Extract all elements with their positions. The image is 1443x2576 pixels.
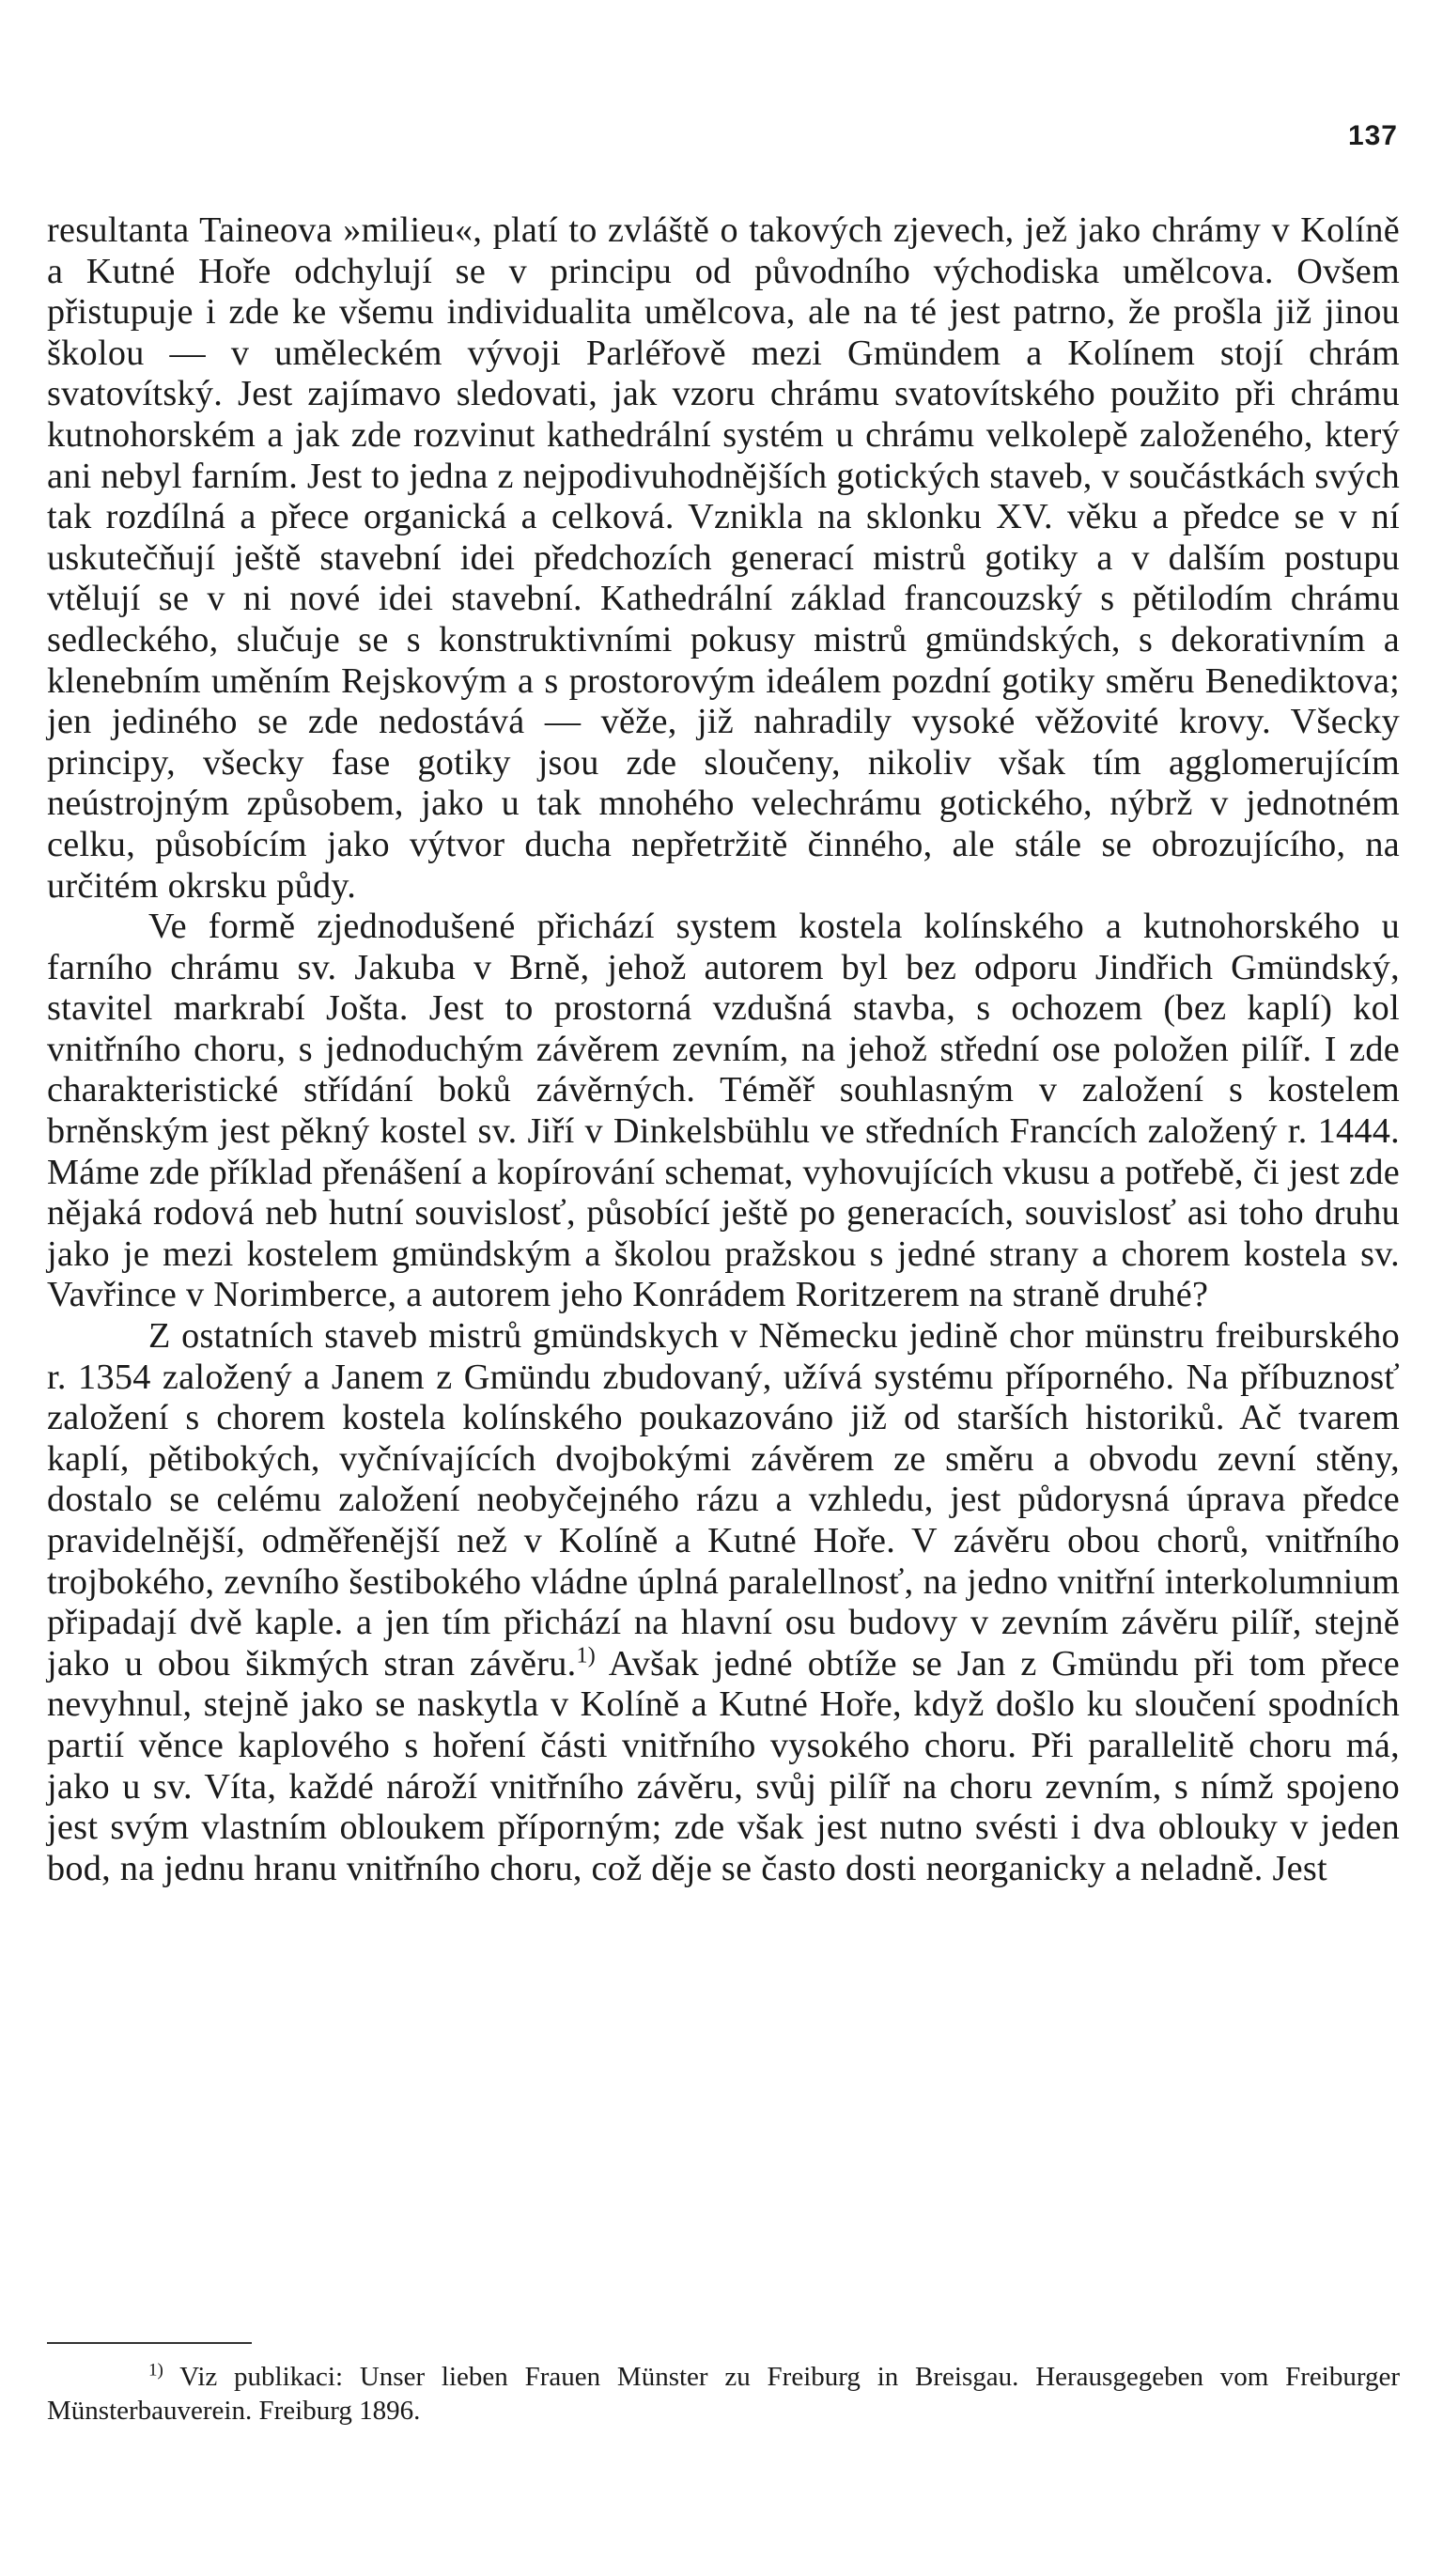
footnote-mark: 1)	[148, 2360, 163, 2381]
footnote	[47, 2360, 1400, 2428]
paragraph-1: resultanta Taineova »milieu«, platí to zvláště o takových zjevech, jež jako chrámy v Kolíně a Kutné Hoře odchylují se v principu od původního východiska umělcova. Ovšem přistupuje i zde ke všemu individualita umělcova, ale na té jest patrno, že prošla již jinou školou — v uměleckém vývoji Parléřově mezi Gmündem a Kolínem stojí chrám svatovítský. Jest zajímavo sledovati, jak vzoru chrámu svatovítského použito při chrámu kutnohorském a jak zde rozvinut kathedrální systém u chrámu velkolepě založeného, který ani nebyl farním. Jest to jedna z nejpodivuhodnějších gotických staveb, v součástkách svých tak rozdílná a přece organická a celková. Vznikla na sklonku XV. věku a předce se v ní uskutečňují ještě stavební idei předchozích generací mistrů gotiky a v dalším postupu vtělují se v ni nové idei stavební. Kathedrální základ francouzský s pětilodím chrámu sedleckého, slučuje se s konstruktivními pokusy mistrů gmündských, s dekorativním a klenebním uměním Rejskovým a s prostorovým ideálem pozdní gotiky směru Benediktova; jen jediného se zde nedostává — věže, již nahradily vysoké věžovité krovy. Všecky principy, všecky fase gotiky jsou zde sloučeny, nikoliv však tím agglomerujícím neústrojným způsobem, jako u tak mnohého velechrámu gotického, nýbrž v jednotném celku, působícím jako výtvor ducha nepřetržitě činného, ale stále se obrozujícího, na určitém okrsku půdy.	[47, 210, 1400, 906]
page-number: 137	[1347, 120, 1398, 151]
paragraph-3-continued: Avšak jedné obtíže se Jan z Gmündu při tom přece nevyhnul, stejně jako se naskytla v Kolíně a Kutné Hoře, když došlo ku sloučení spodních partií věnce kaplového s hoření části vnitřního vysokého choru. Při parallelitě choru má, jako u sv. Víta, každé nároží vnitřního závěru, svůj pilíř na choru zevním, s nímž spojeno jest svým vlastním obloukem příporným; zde však jest nutno svésti i dva oblouky v jeden bod, na jednu hranu vnitřního choru, což děje se často dosti neorganicky a neladně. Jest	[47, 1643, 1400, 1888]
footnote-reference: 1)	[576, 1643, 597, 1668]
paragraph-3	[47, 1316, 1400, 1889]
paragraph-3-text: Z ostatních staveb mistrů gmündskych v Německu jedině chor münstru freiburského r. 1354 založený a Janem z Gmündu zbudovaný, užívá systému příporného. Na příbuznosť založení s chorem kostela kolínského poukazováno již od starších historiků. Ač tvarem kaplí, pětibokých, vyčnívajících dvojbokými závěrem ze směru a obvodu zevní stěny, dostalo se celému založení neobyčejného rázu a vzhledu, jest půdorysná úprava předce pravidelnější, odměřenější než v Kolíně a Kutné Hoře. V závěru obou chorů, vnitřního trojbokého, zevního šestibokého vládne úplná paralellnosť, na jedno vnitřní interkolumnium připadají dvě kaple. a jen tím přichází na hlavní osu budovy v zevním závěru pilíř, stejně jako u obou šikmých stran závěru.	[47, 1316, 1400, 1684]
paragraph-2: Ve formě zjednodušené přichází system kostela kolínského a kutnohorského u farního chrámu sv. Jakuba v Brně, jehož autorem byl bez odporu Jindřich Gmündský, stavitel markrabí Jošta. Jest to prostorná vzdušná stavba, s ochozem (bez kaplí) kol vnitřního choru, s jednoduchým závěrem zevním, na jehož střední ose položen pilíř. I zde charakteristické střídání boků závěrných. Téměř souhlasným v založení s kostelem brněnským jest pěkný kostel sv. Jiří v Dinkelsbühlu ve středních Francích založený r. 1444. Máme zde příklad přenášení a kopírování schemat, vyhovujících vkusu a potřebě, či jest zde nějaká rodová neb hutní souvislosť, působící ještě po generacích, souvislosť asi toho druhu jako je mezi kostelem gmündským a školou pražskou s jedné strany a chorem kostela sv. Vavřince v Norimberce, a autorem jeho Konrádem Roritzerem na straně druhé?	[47, 907, 1400, 1315]
main-text	[47, 210, 1400, 1889]
footnote-divider	[47, 2342, 252, 2344]
footnote-text: Viz publikaci: Unser lieben Frauen Münster zu Freiburg in Breisgau. Herausgegeben vom Freiburger Münsterbauverein. Freiburg 1896.	[47, 2362, 1400, 2426]
